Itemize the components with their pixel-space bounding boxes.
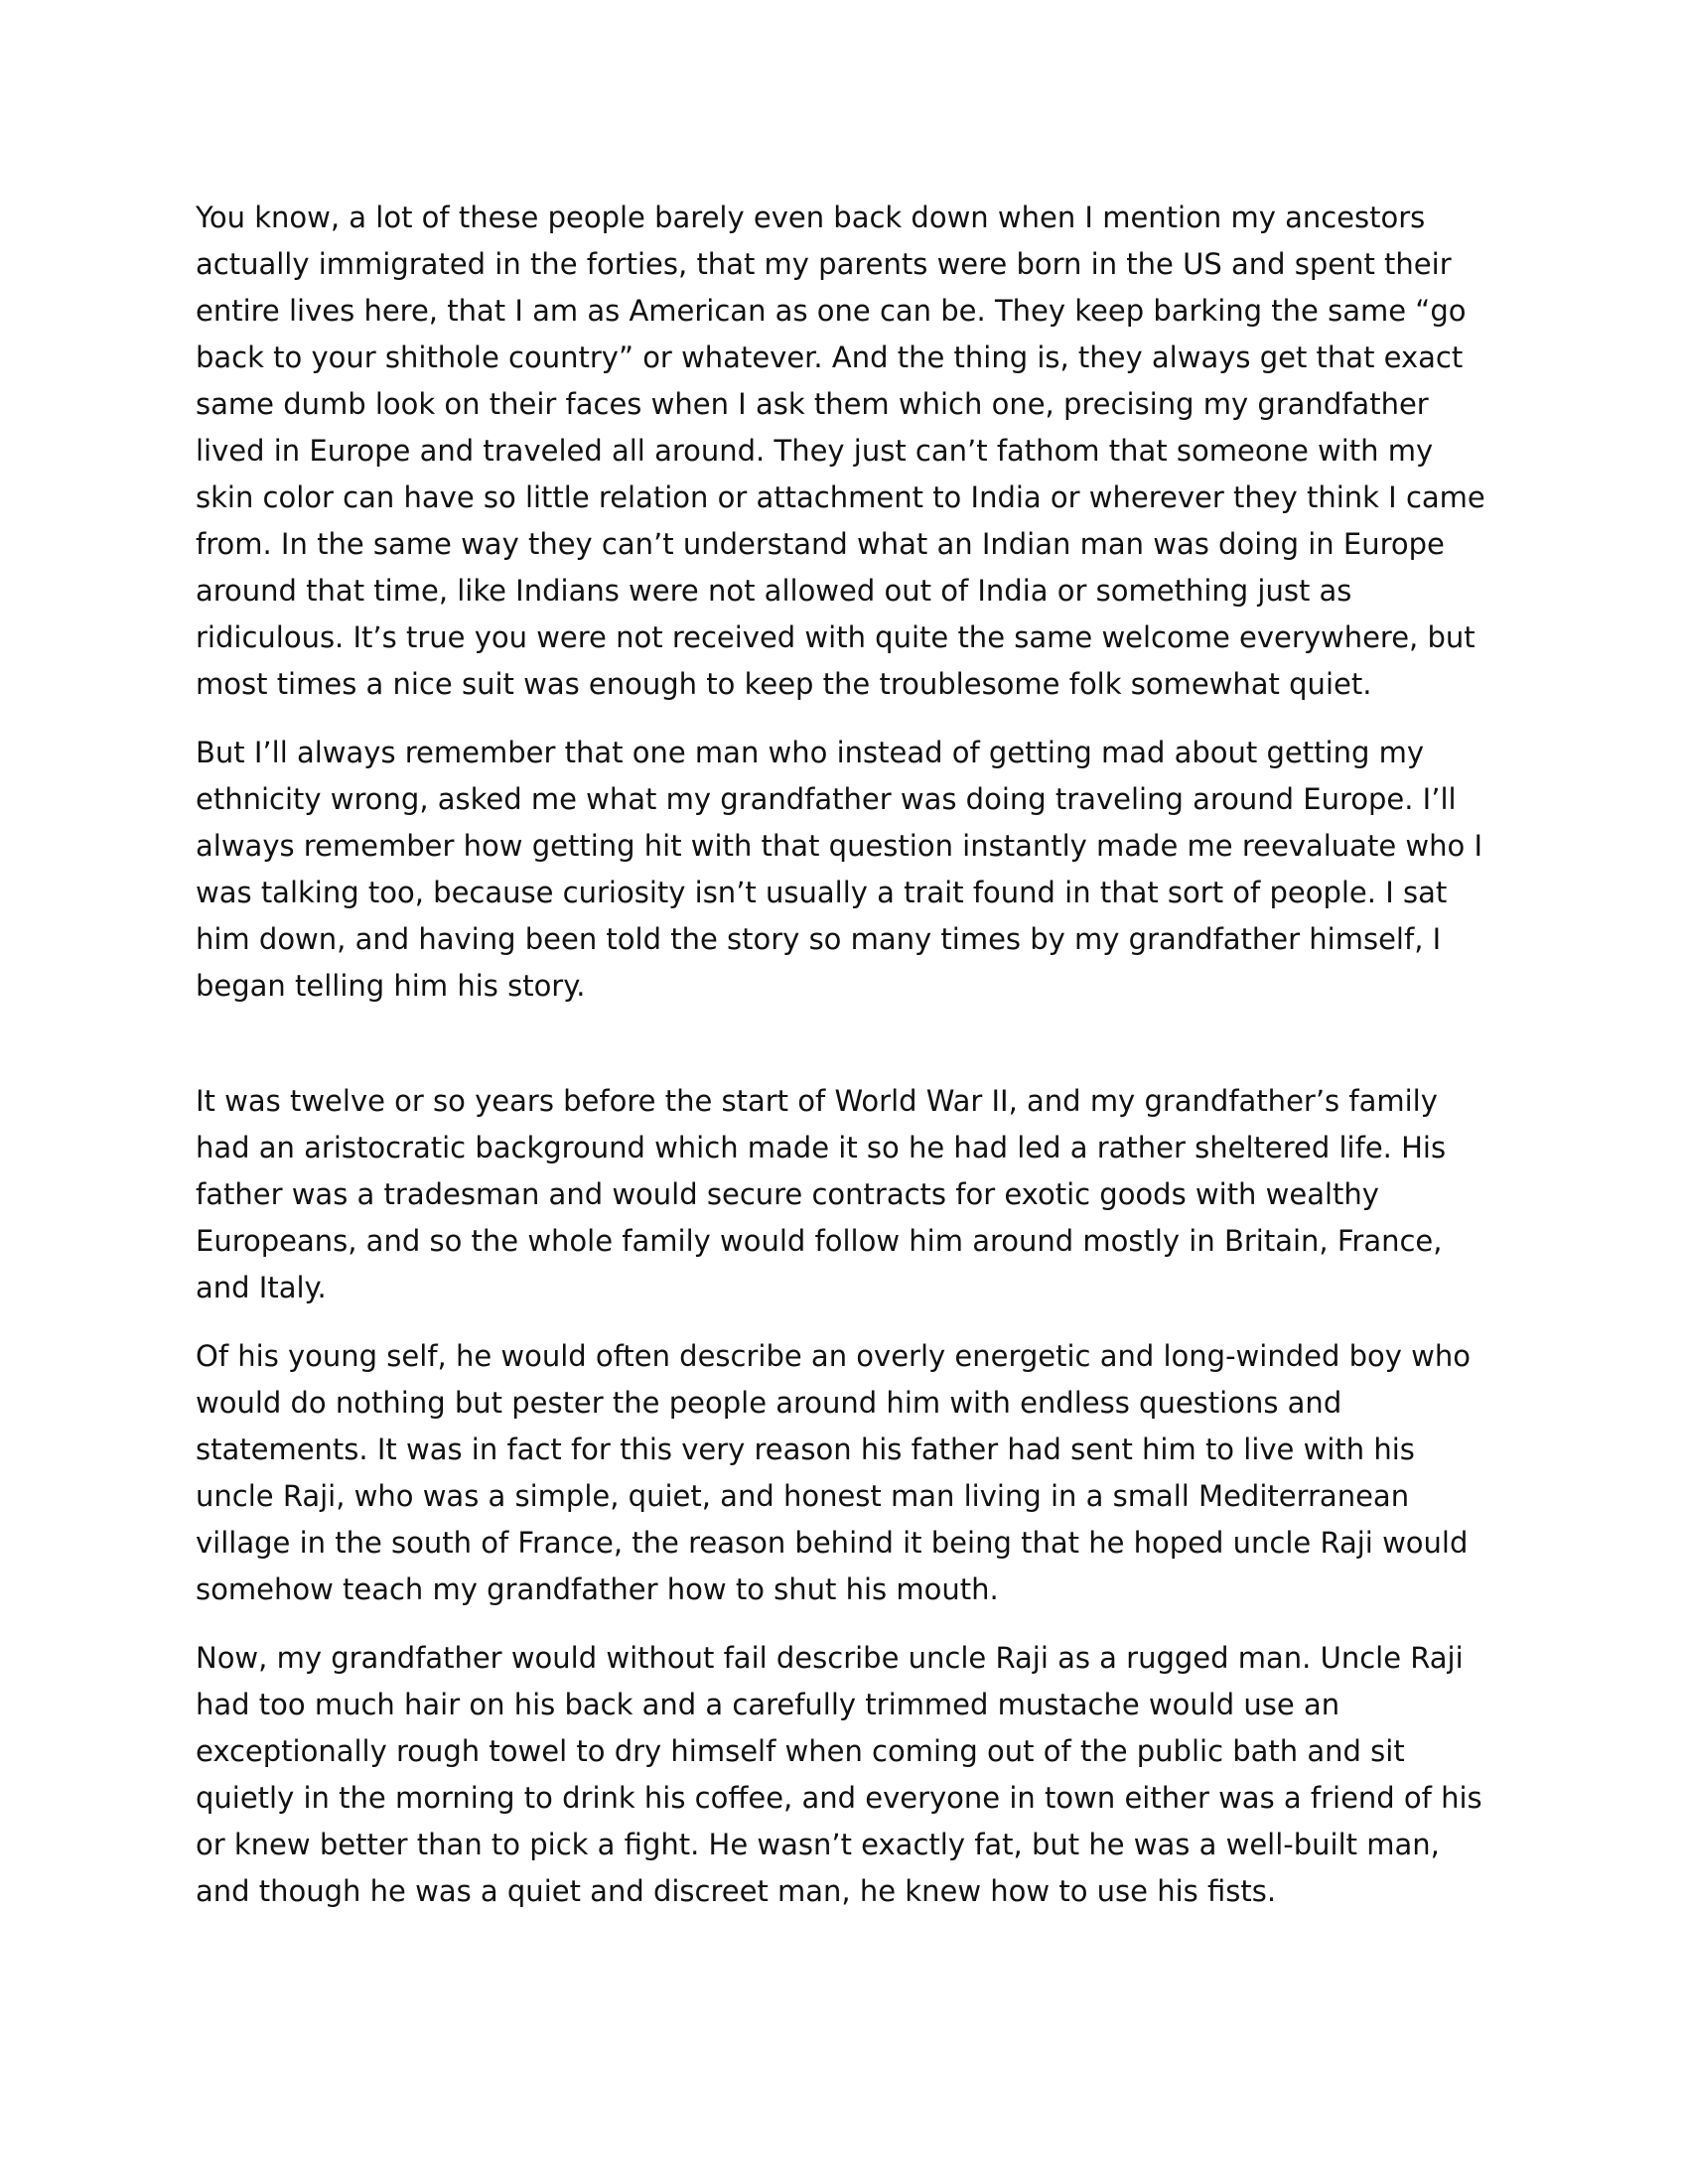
paragraph-curious-man: But I’ll always remember that one man who instead of getting mad about getting my ethnicity wrong, asked me what my grandfather was doing traveling around Europe. I’ll always remember how getting hit with that question instantly made me reevaluate who I was talking too, because curiosity isn’t usually a trait found in that sort of people. I sat him down, and having been told the story so many times by my grandfather himself, I began telling him his story. [196, 736, 1482, 1003]
paragraph-ancestors: You know, a lot of these people barely even back down when I mention my ancestors actually immigrated in the forties, that my parents were born in the US and spent their entire lives here, that I am as American as one can be. They keep barking the same “go back to your shithole country” or whatever. And the thing is, they always get that exact same dumb look on their faces when I ask them which one, precising my grandfather lived in Europe and traveled all around. They just can’t fathom that someone with my skin color can have so little relation or attachment to India or wherever they think I came from. In the same way they can’t understand what an Indian man was doing in Europe around that time, like Indians were not allowed out of India or something just as ridiculous. It’s true you were not received with quite the same welcome everywhere, but most times a nice suit was enough to keep the troublesome folk somewhat quiet. [196, 201, 1485, 701]
paragraph-young-self: Of his young self, he would often describe an overly energetic and long-winded boy who would do nothing but pester the people around him with endless questions and statements. It was in fact for this very reason his father had sent him to live with his uncle Raji, who was a simple, quiet, and honest man living in a small Mediterranean village in the south of France, the reason behind it being that he hoped uncle Raji would somehow teach my grandfather how to shut his mouth. [196, 1339, 1471, 1606]
section-break [196, 1031, 1496, 1078]
paragraph-uncle-raji: Now, my grandfather would without fail describe uncle Raji as a rugged man. Uncle Raji had too much hair on his back and a carefully trimmed mustache would use an exceptionally rough towel to dry himself when coming out of the public bath and sit quietly in the morning to drink his coffee, and everyone in town either was a friend of his or knew better than to pick a fight. He wasn’t exactly fat, but he was a well-built man, and though he was a quiet and discreet man, he knew how to use his fists. [196, 1641, 1482, 1908]
document-body [196, 195, 1496, 1937]
paragraph-family-background: It was twelve or so years before the start of World War II, and my grandfather’s family had an aristocratic background which made it so he had led a rather sheltered life. His father was a tradesman and would secure contracts for exotic goods with wealthy Europeans, and so the whole family would follow him around mostly in Britain, France, and Italy. [196, 1084, 1447, 1304]
